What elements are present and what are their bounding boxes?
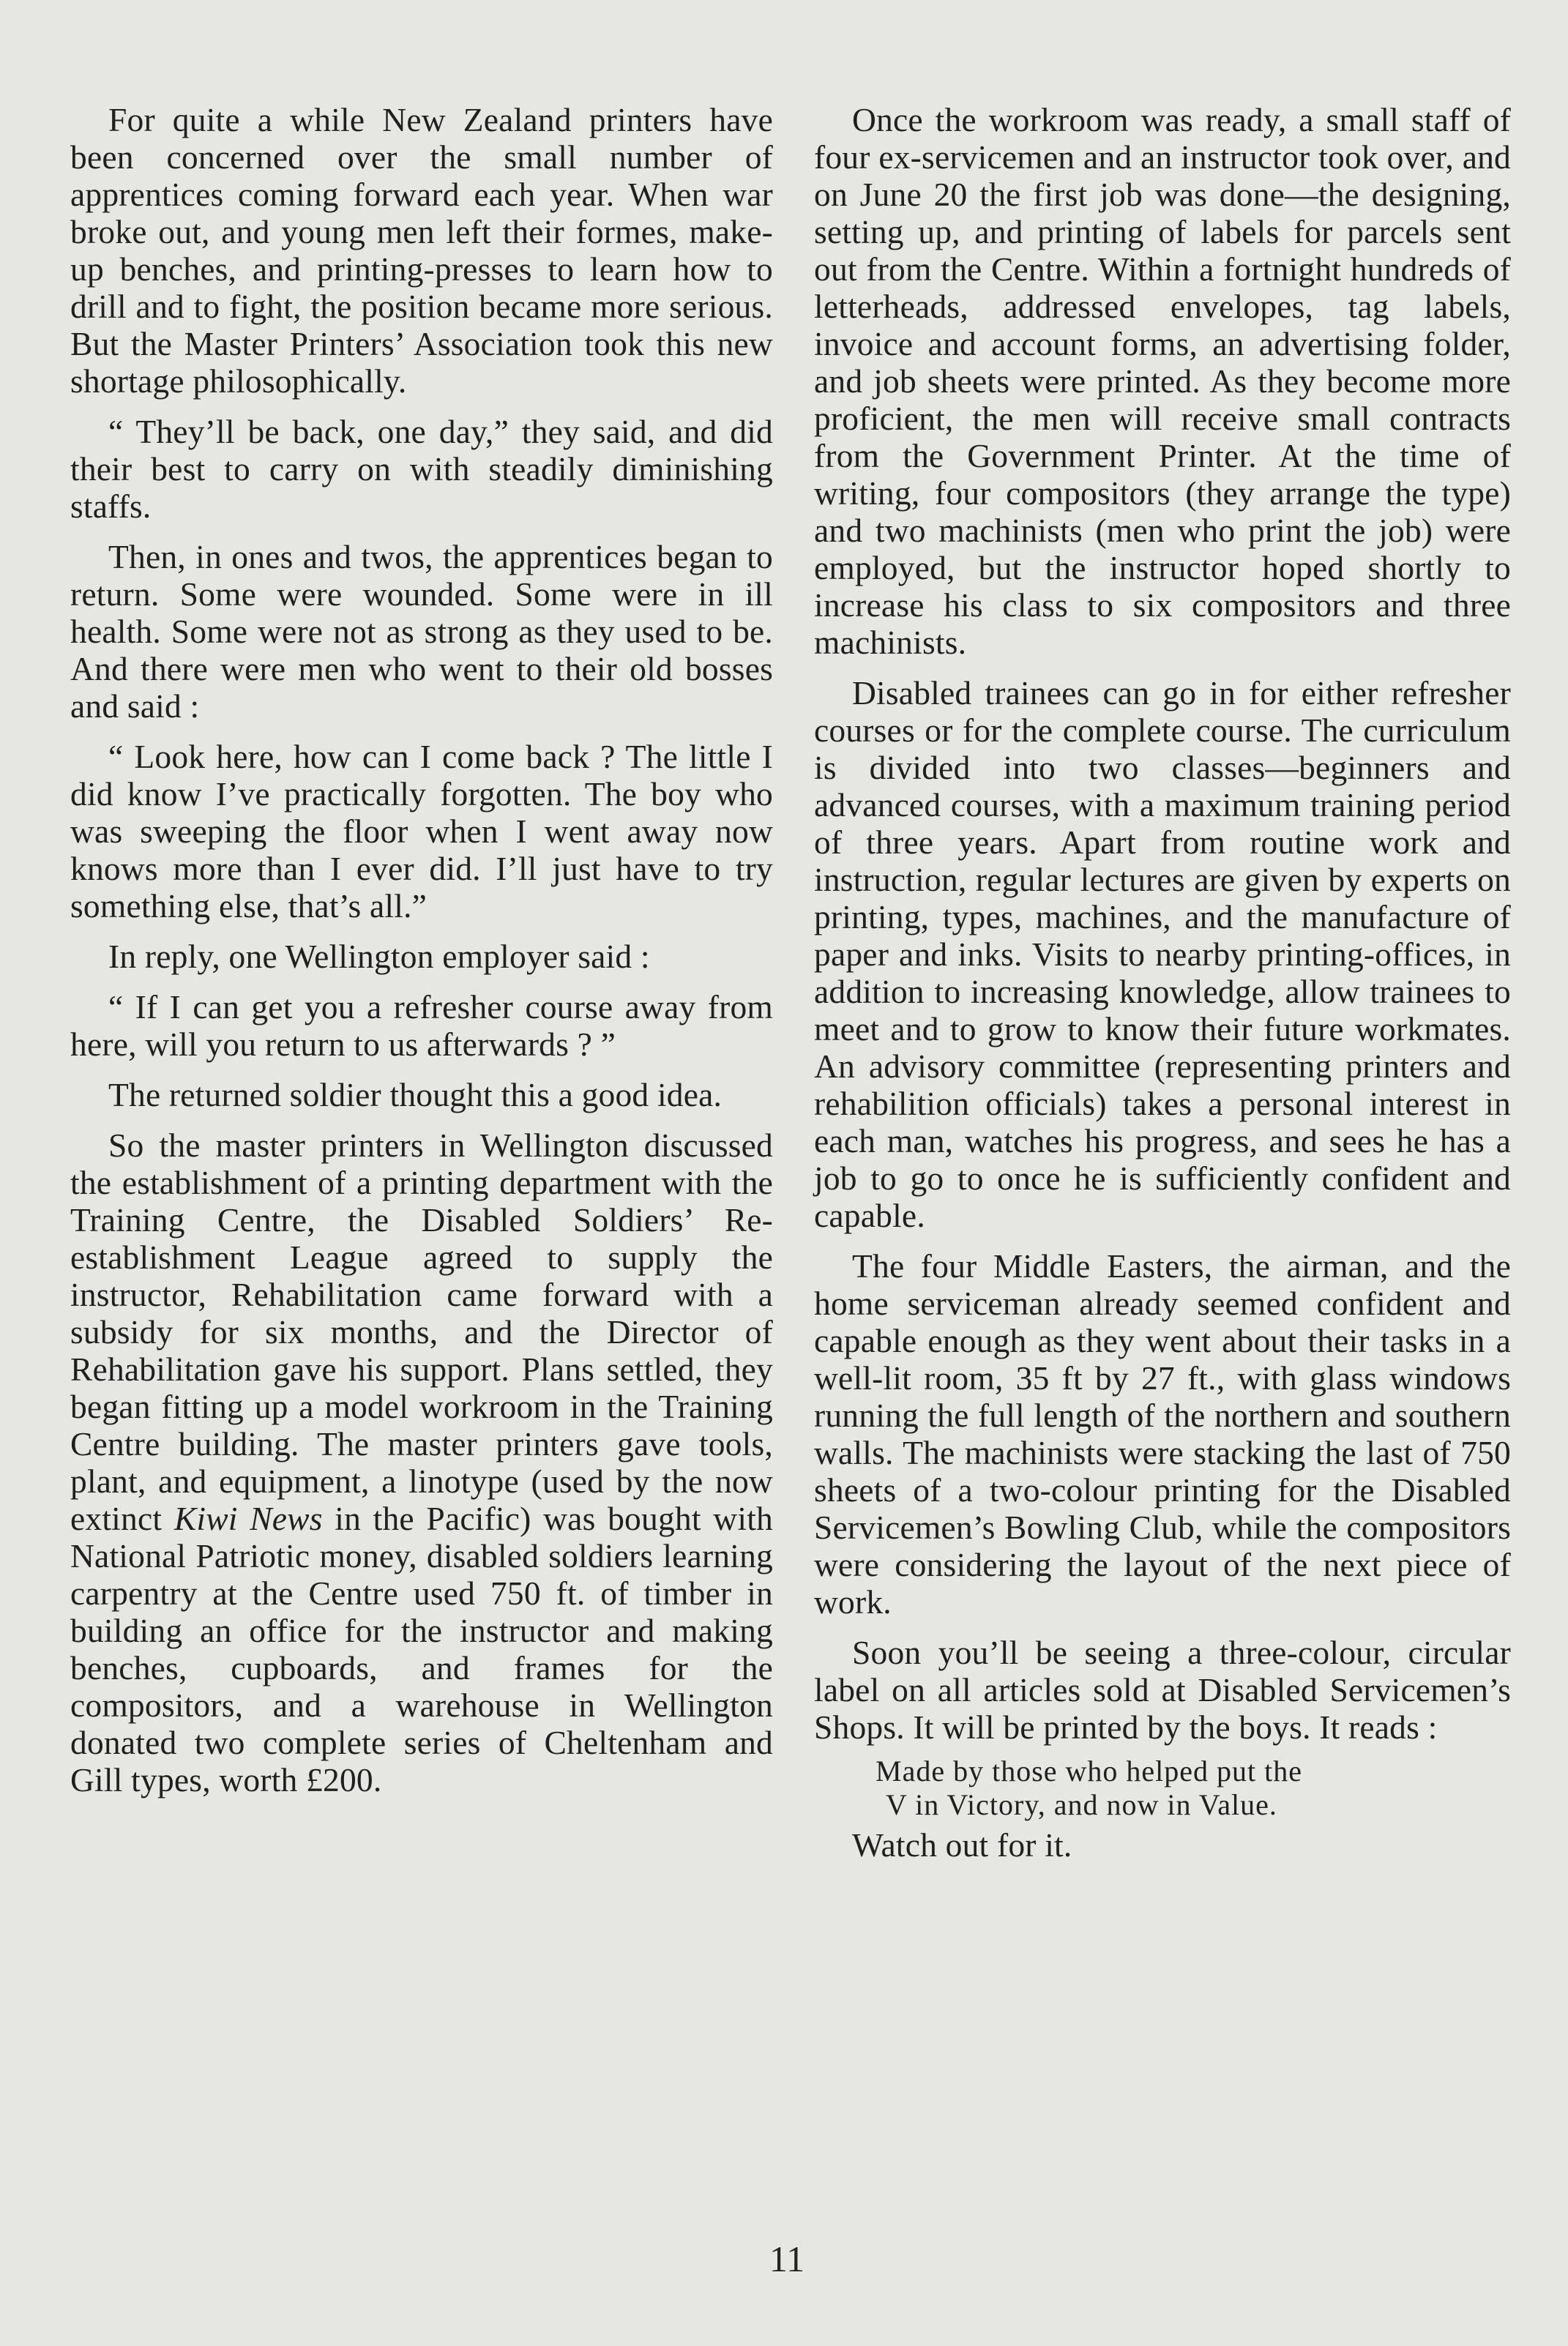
paragraph-printers-concern: For quite a while New Zealand printers have been concerned over the small number of apprentices coming forward each year. When war broke out, and young men left their formes, make-up benches, and printing-presses to learn how to drill and to fight, the position became more serious. But the Master Printers’ Association took this new shortage philosophically. (70, 101, 773, 400)
left-column (70, 101, 773, 1812)
closing-line: Watch out for it. (852, 1826, 1072, 1864)
label-text-line-2: V in Victory, and now in Value. (886, 1788, 1277, 1821)
paragraph-three-colour-label: Soon you’ll be seeing a three-colour, circular label on all articles sold at Disabled Servicemen’s Shops. It will be printed by the boys. It reads : (814, 1634, 1511, 1746)
paragraph-text-before-italic: So the master printers in Wellington discussed the establishment of a printing department with the Training Centre, the Disabled Soldiers’ Re-establishment League agreed to supply the instructor, Rehabilitation came forward with a subsidy for six months, and the Director of Rehabilitation gave his support. Plans settled, they began fitting up a model workroom in the Training Centre building. The master printers gave tools, plant, and equipment, a linotype (used by the now extinct (70, 1127, 773, 1537)
paragraph-refresher-course-quote: “ If I can get you a refresher course away from here, will you return to us afterwards ? ” (70, 988, 773, 1063)
paragraph-master-printers-plans (70, 1127, 773, 1798)
page-number: 11 (769, 2238, 805, 2279)
label-text-quote (876, 1755, 1511, 1822)
paragraph-employer-reply: In reply, one Wellington employer said : (108, 938, 650, 975)
paragraph-workroom-ready: Once the workroom was ready, a small staff of four ex-servicemen and an instructor took over, and on June 20 the first job was done—the designing, setting up, and printing of labels for parcels sent out from the Centre. Within a fortnight hundreds of letterheads, addressed envelopes, tag labels, invoice and account forms, an advertising folder, and job sheets were printed. As they become more proficient, the men will receive small contracts from the Government Printer. At the time of writing, four compositors (they arrange the type) and two machinists (men who print the job) were employed, but the instructor hoped shortly to increase his class to six compositors and three machinists. (814, 101, 1511, 661)
kiwi-news-title: Kiwi News (173, 1500, 323, 1537)
paragraph-look-here-quote: “ Look here, how can I come back ? The little I did know I’ve practically forgotten. The boy who was sweeping the floor when I went away now knows more than I ever did. I’ll just have to try something else, that’s all.” (70, 738, 773, 924)
paragraph-good-idea: The returned soldier thought this a good idea. (108, 1076, 723, 1113)
paragraph-theyll-be-back: “ They’ll be back, one day,” they said, and did their best to carry on with steadily diminishing staffs. (70, 413, 773, 525)
paragraph-disabled-trainees: Disabled trainees can go in for either refresher courses or for the complete course. The curriculum is divided into two classes—beginners and advanced courses, with a maximum training period of three years. Apart from routine work and instruction, regular lectures are given by experts on printing, types, machines, and the manufacture of paper and inks. Visits to nearby printing-offices, in addition to increasing knowledge, allow trainees to meet and to grow to know their future workmates. An advisory committee (representing printers and rehabilition officials) takes a personal interest in each man, watches his progress, and sees he has a job to go to once he is sufficiently confident and capable. (814, 674, 1511, 1234)
right-column (814, 101, 1511, 1864)
paragraph-apprentices-return: Then, in ones and twos, the apprentices began to return. Some were wounded. Some were in ill health. Some were not as strong as they used to be. And there were men who went to their old bosses and said : (70, 538, 773, 725)
label-text-line-1: Made by those who helped put the (876, 1755, 1302, 1787)
paragraph-middle-easters: The four Middle Easters, the airman, and the home serviceman already seemed confident and capable enough as they went about their tasks in a well-lit room, 35 ft by 27 ft., with glass windows running the full length of the northern and southern walls. The machinists were stacking the last of 750 sheets of a two-colour printing for the Disabled Servicemen’s Bowling Club, while the compositors were considering the layout of the next piece of work. (814, 1247, 1511, 1621)
paragraph-text-after-italic: in the Pacific) was bought with National Patriotic money, disabled soldiers learning carpentry at the Centre used 750 ft. of timber in building an office for the instructor and making benches, cupboards, and frames for the compositors, and a warehouse in Wellington donated two complete series of Cheltenham and Gill types, worth £200. (70, 1500, 773, 1798)
